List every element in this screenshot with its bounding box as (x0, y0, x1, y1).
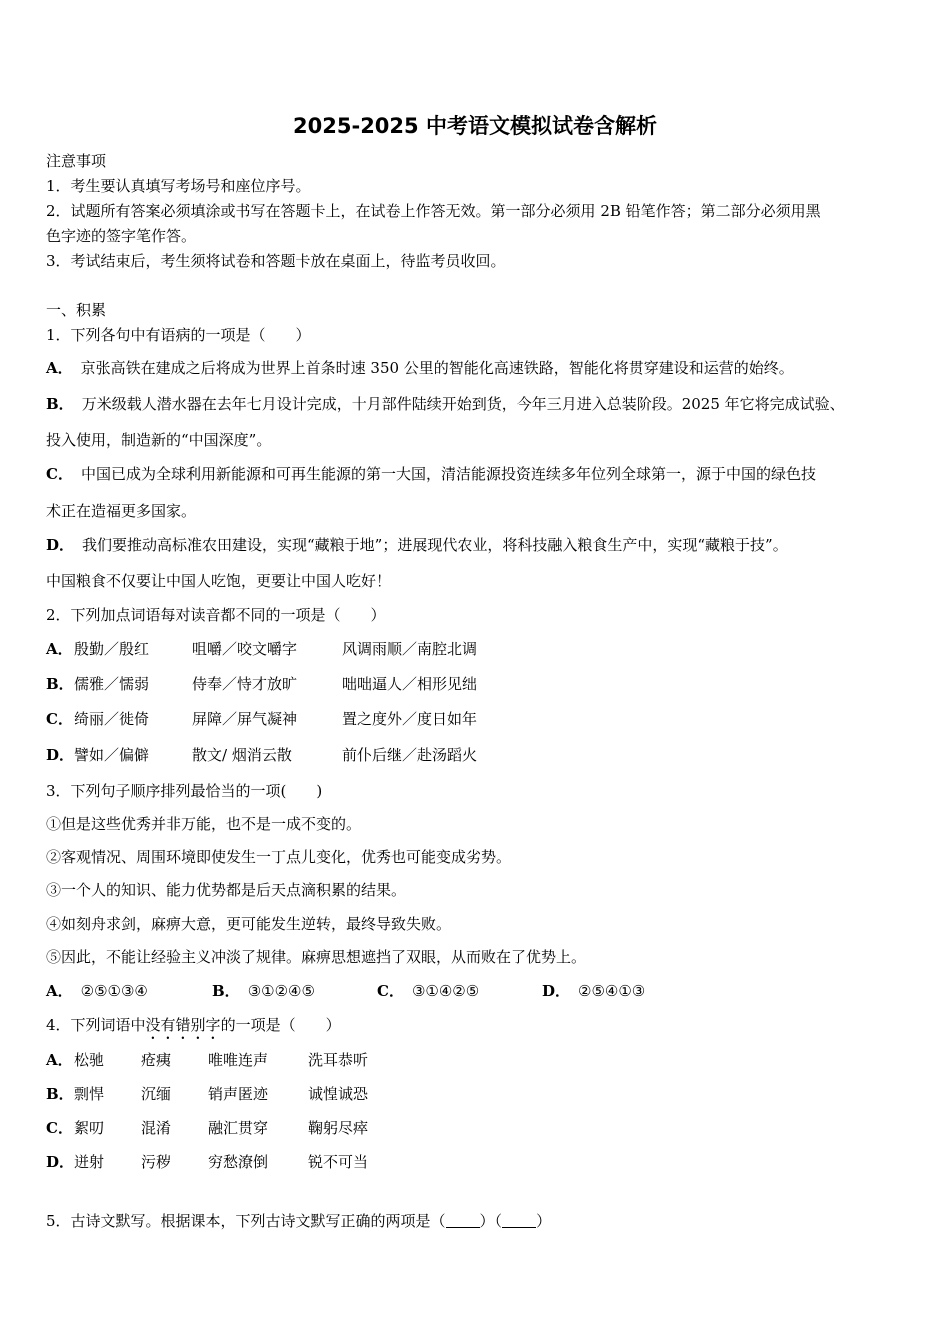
q4-b-label: B． (46, 1085, 74, 1103)
q4-c-label: C． (46, 1119, 73, 1137)
section-heading: 一、积累 (46, 301, 107, 319)
notice-item-2: 2．试题所有答案必须填涂或书写在答题卡上，在试卷上作答无效。第一部分必须用 2B 铅笔作答；第二部分必须用黑 (46, 202, 821, 220)
q4-b-word-4: 诚惶诚恐 (308, 1085, 369, 1103)
q3-sentence-5: ⑤因此，不能让经验主义冲淡了规律。麻痹思想遮挡了双眼，从而败在了优势上。 (46, 948, 587, 966)
q4-stem-end: 的一项是（ ） (220, 1016, 341, 1034)
q4-d-label: D． (46, 1153, 75, 1171)
option-label: B． (212, 982, 240, 1000)
q5-stem-text: 5．古诗文默写。根据课本，下列古诗文默写正确的两项是（ (46, 1212, 446, 1230)
notice-item-3: 3．考试结束后，考生须将试卷和答题卡放在桌面上，待监考员收回。 (46, 252, 506, 270)
option-text: ③①②④⑤ (247, 982, 315, 1000)
option-label: A． (46, 359, 73, 377)
q5-stem-mid: ）（ (479, 1212, 503, 1230)
option-label: A． (46, 982, 73, 1000)
q3-sentence-2: ②客观情况、周围环境即使发生一丁点儿变化，优秀也可能变成劣势。 (46, 848, 512, 866)
option-label: C． (377, 982, 404, 1000)
q4-b-word-2: 沉缅 (141, 1085, 172, 1103)
q2-stem: 2．下列加点词语每对读音都不同的一项是（ ） (46, 606, 386, 624)
q2-a-col3: 风调雨顺／南腔北调 (342, 640, 478, 658)
q2-a-label: A． (46, 640, 73, 658)
notice-heading: 注意事项 (46, 152, 107, 170)
q4-d-word-4: 锐不可当 (308, 1153, 369, 1171)
q1-option-d-cont: 中国粮食不仅要让中国人吃饱，更要让中国人吃好！ (46, 572, 392, 590)
q3-option-a (46, 981, 148, 1001)
option-label: D． (542, 982, 571, 1000)
q2-b-col1: 儒雅／懦弱 (74, 675, 150, 693)
q4-c-word-2: 混淆 (141, 1119, 172, 1137)
q2-d-col3: 前仆后继／赴汤蹈火 (342, 746, 478, 764)
option-text: 万米级载人潜水器在去年七月设计完成，十月部件陆续开始到货，今年三月进入总装阶段。2025 年它将完成试验、 (81, 395, 845, 413)
q1-option-a (46, 358, 794, 378)
q2-a-col2: 咀嚼／咬文嚼字 (192, 640, 298, 658)
q3-option-b (212, 981, 315, 1001)
page-title: 2025-2025 中考语文模拟试卷含解析 (293, 114, 657, 138)
q2-d-col1: 譬如／偏僻 (74, 746, 150, 764)
q2-a-col1: 殷勤／殷红 (74, 640, 150, 658)
q3-sentence-1: ①但是这些优秀并非万能，也不是一成不变的。 (46, 815, 362, 833)
notice-item-1: 1．考生要认真填写考场号和座位序号。 (46, 177, 311, 195)
answer-blank-2[interactable] (502, 1213, 536, 1228)
q1-option-c-cont: 术正在造福更多国家。 (46, 502, 197, 520)
answer-blank-1[interactable] (446, 1213, 480, 1228)
q4-b-word-1: 剽悍 (74, 1085, 105, 1103)
q4-a-word-3: 唯唯连声 (208, 1051, 269, 1069)
q4-a-word-4: 洗耳恭听 (308, 1051, 369, 1069)
q3-sentence-4: ④如刻舟求剑，麻痹大意，更可能发生逆转，最终导致失败。 (46, 915, 452, 933)
option-text: 我们要推动高标准农田建设，实现“藏粮于地”；进展现代农业，将科技融入粮食生产中，实现“藏粮于技”。 (82, 536, 788, 554)
option-text: 中国已成为全球利用新能源和可再生能源的第一大国，清洁能源投资连续多年位列全球第一，源于中国的绿色技 (80, 465, 816, 483)
q2-c-col3: 置之度外／度日如年 (342, 710, 478, 728)
q4-d-word-1: 迸射 (74, 1153, 105, 1171)
option-text: 京张高铁在建成之后将成为世界上首条时速 350 公里的智能化高速铁路，智能化将贯穿建设和运营的始终。 (80, 359, 794, 377)
q3-sentence-3: ③一个人的知识、能力优势都是后天点滴积累的结果。 (46, 881, 407, 899)
q4-a-word-1: 松驰 (74, 1051, 105, 1069)
q2-b-col2: 侍奉／恃才放旷 (192, 675, 298, 693)
q1-option-c (46, 464, 816, 484)
q1-option-b-cont: 投入使用，制造新的“中国深度”。 (46, 431, 272, 449)
q5-stem (46, 1211, 551, 1231)
q3-option-d (542, 981, 645, 1001)
q4-d-word-3: 穷愁潦倒 (208, 1153, 269, 1171)
q4-c-word-1: 絮叨 (74, 1119, 105, 1137)
q4-stem-emphasis: 没有错别字 (145, 1016, 221, 1034)
q2-b-col3: 咄咄逼人／相形见绌 (342, 675, 478, 693)
q2-b-label: B． (46, 675, 74, 693)
option-label: D． (46, 536, 75, 554)
q4-c-word-3: 融汇贯穿 (208, 1119, 269, 1137)
q2-d-col2: 散文/ 烟消云散 (192, 746, 292, 764)
q4-d-word-2: 污秽 (141, 1153, 172, 1171)
option-text: ②⑤④①③ (578, 982, 646, 1000)
q2-d-label: D． (46, 746, 75, 764)
q5-stem-end: ） (536, 1212, 552, 1230)
q2-c-label: C． (46, 710, 73, 728)
q1-option-d (46, 535, 788, 555)
q4-a-label: A． (46, 1051, 73, 1069)
q1-option-b (46, 394, 845, 414)
option-label: C． (46, 465, 73, 483)
q3-stem: 3．下列句子顺序排列最恰当的一项( ) (46, 782, 323, 800)
notice-item-2-cont: 色字迹的签字笔作答。 (46, 227, 197, 245)
q4-a-word-2: 疮痍 (141, 1051, 172, 1069)
q2-c-col1: 绮丽／徙倚 (74, 710, 150, 728)
q1-stem: 1．下列各句中有语病的一项是（ ） (46, 326, 311, 344)
q4-c-word-4: 鞠躬尽瘁 (308, 1119, 369, 1137)
q4-stem (46, 1015, 341, 1043)
q4-b-word-3: 销声匿迹 (208, 1085, 269, 1103)
q3-option-c (377, 981, 479, 1001)
option-label: B． (46, 395, 74, 413)
q2-c-col2: 屏障／屏气凝神 (192, 710, 298, 728)
option-text: ②⑤①③④ (80, 982, 148, 1000)
q4-stem-start: 4．下列词语中 (46, 1016, 146, 1034)
option-text: ③①④②⑤ (411, 982, 480, 1000)
